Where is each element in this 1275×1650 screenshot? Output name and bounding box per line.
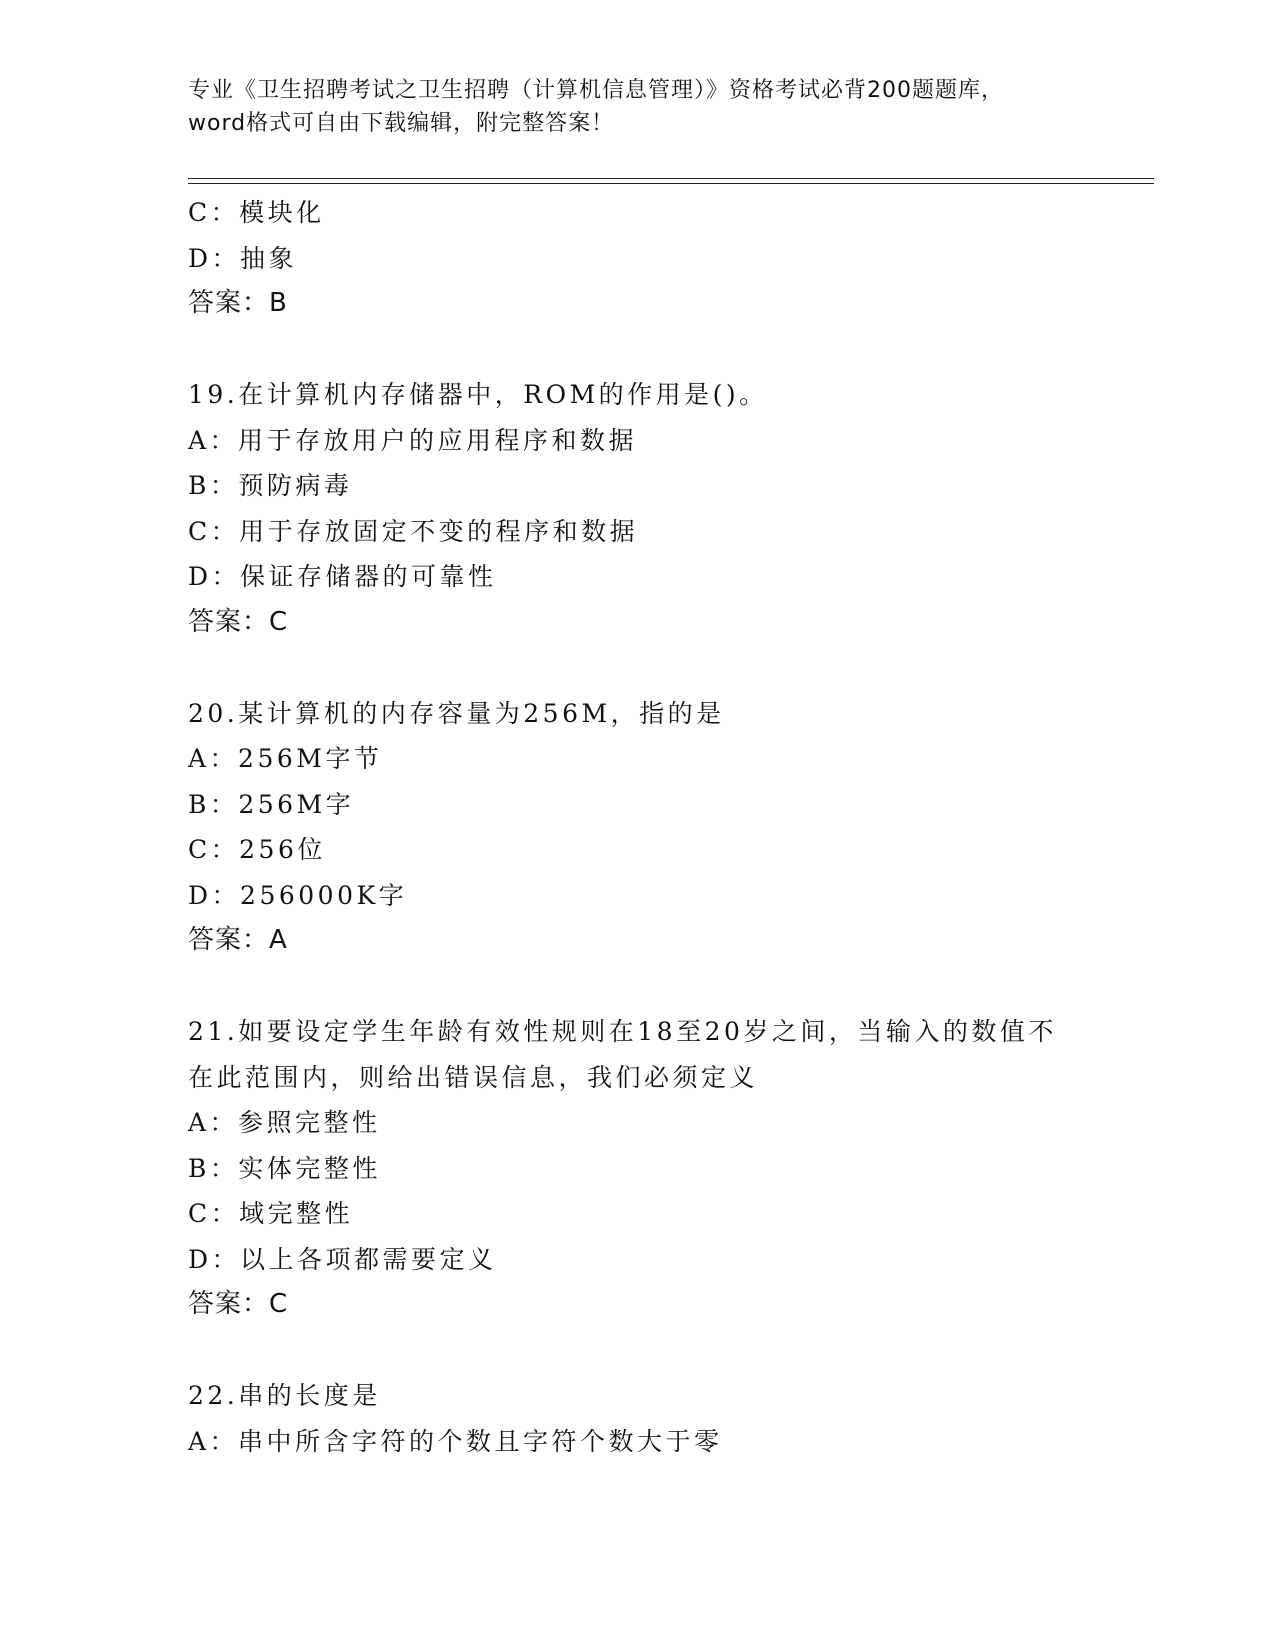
document-header xyxy=(188,74,1088,140)
answer-line: 答案：A xyxy=(188,925,288,955)
option-b: B：预防病毒 xyxy=(188,471,353,500)
option-d: D：以上各项都需要定义 xyxy=(188,1244,497,1274)
header-line-2: word格式可自由下载编辑，附完整答案！ xyxy=(188,111,615,136)
question-stem: 22.串的长度是 xyxy=(188,1381,381,1410)
option-c: C：256位 xyxy=(188,835,326,864)
header-divider-bottom xyxy=(188,183,1154,184)
header-line-1: 专业《卫生招聘考试之卫生招聘（计算机信息管理）》资格考试必背200题题库， xyxy=(188,78,1004,103)
question-19 xyxy=(188,372,1088,645)
option-a: A：256M字节 xyxy=(188,744,383,773)
question-stem-continued: 在此范围内，则给出错误信息，我们必须定义 xyxy=(188,1062,759,1092)
option-c: C：模块化 xyxy=(188,198,325,227)
question-21 xyxy=(188,1009,1088,1328)
question-stem: 21.如要设定学生年龄有效性规则在18至20岁之间，当输入的数值不 xyxy=(188,1017,1057,1046)
option-b: B：256M字 xyxy=(188,789,355,819)
question-stem: 19.在计算机内存储器中，ROM的作用是()。 xyxy=(188,380,768,409)
question-20 xyxy=(188,691,1088,964)
option-b: B：实体完整性 xyxy=(188,1153,381,1183)
question-22 xyxy=(188,1373,1088,1464)
answer-line: 答案：B xyxy=(188,288,288,318)
question-content xyxy=(188,190,1088,1464)
question-18-continuation xyxy=(188,190,1088,327)
question-stem: 20.某计算机的内存容量为256M，指的是 xyxy=(188,698,725,728)
header-divider-top xyxy=(188,178,1154,179)
option-c: C：域完整性 xyxy=(188,1199,354,1228)
option-a: A：串中所含字符的个数且字符个数大于零 xyxy=(188,1426,723,1456)
option-c: C：用于存放固定不变的程序和数据 xyxy=(188,516,639,546)
option-d: D：保证存储器的可靠性 xyxy=(188,562,497,591)
option-d: D：抽象 xyxy=(188,243,298,273)
option-a: A：参照完整性 xyxy=(188,1108,381,1137)
answer-line: 答案：C xyxy=(188,1289,289,1319)
option-a: A：用于存放用户的应用程序和数据 xyxy=(188,425,638,455)
option-d: D：256000K字 xyxy=(188,880,408,910)
answer-line: 答案：C xyxy=(188,606,289,637)
